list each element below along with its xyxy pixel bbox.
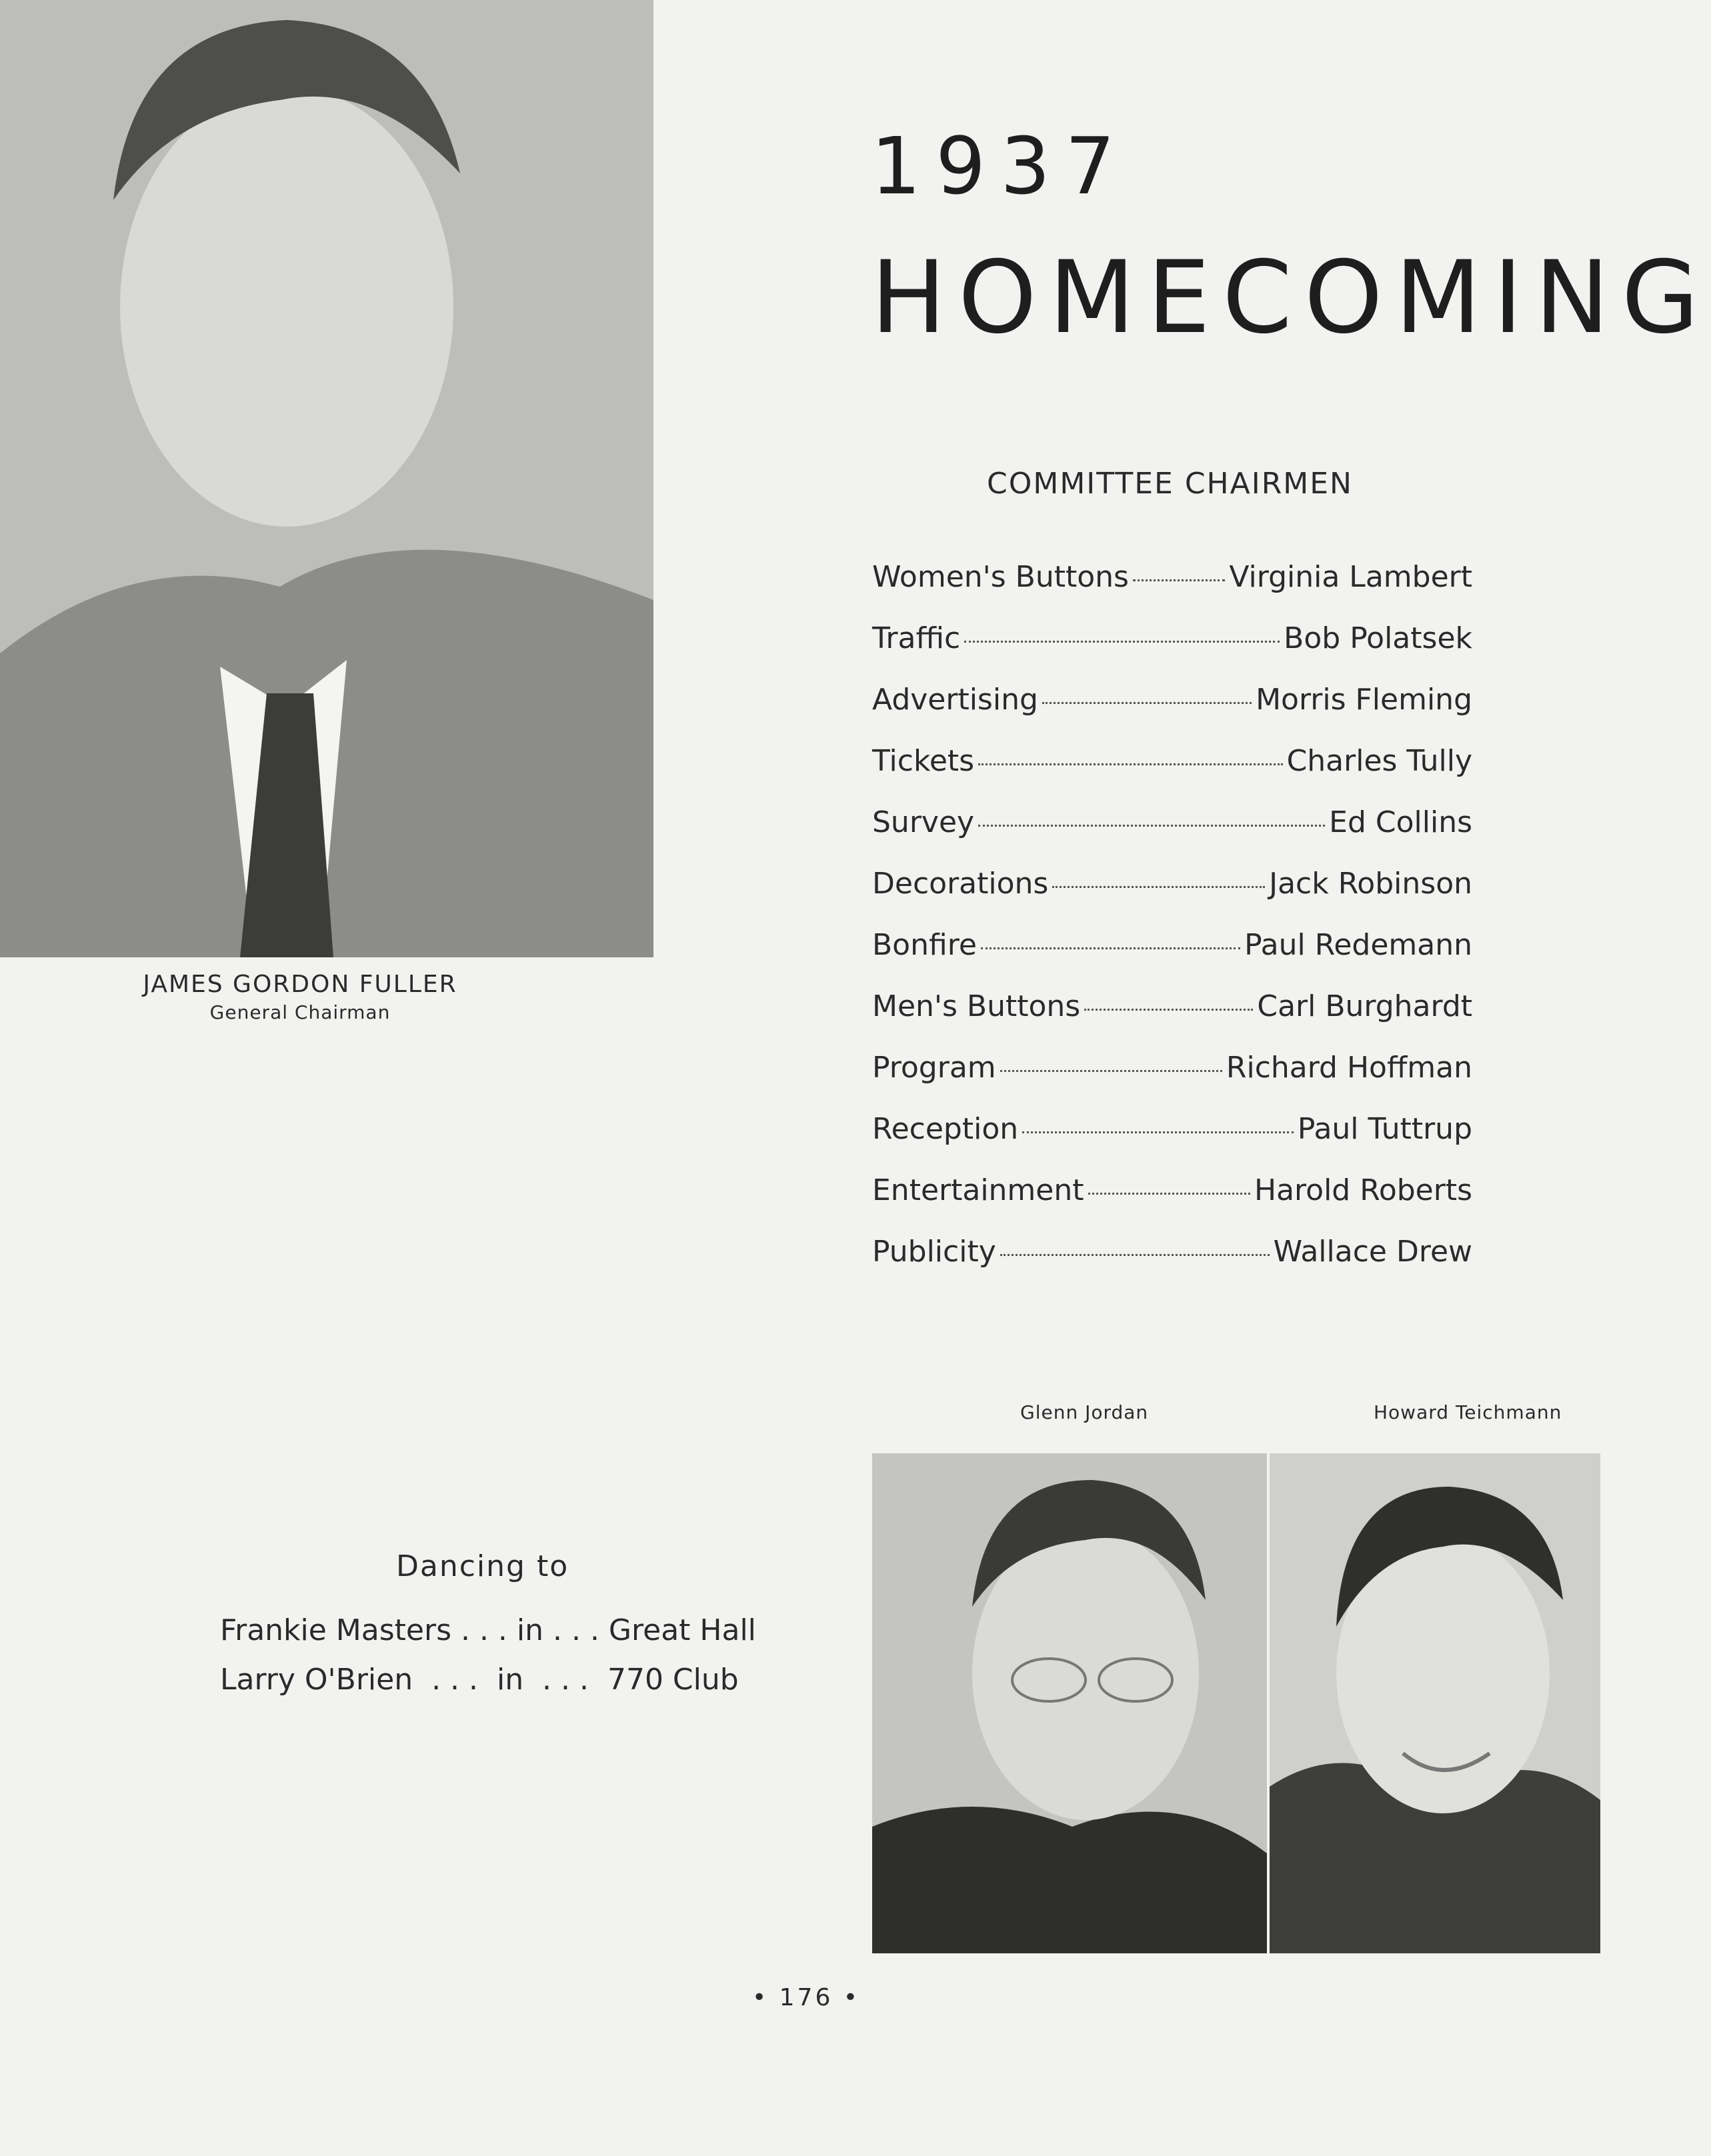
committee-chair: Bob Polatsek [1284, 621, 1472, 655]
committee-chair: Harold Roberts [1254, 1173, 1472, 1207]
committee-role: Traffic [872, 621, 961, 655]
committee-chair: Wallace Drew [1273, 1235, 1472, 1269]
dot-leader [1084, 1009, 1253, 1011]
committee-chair: Carl Burghardt [1257, 989, 1472, 1023]
committee-role: Reception [872, 1112, 1019, 1146]
list-item [872, 989, 1472, 1051]
band-line: Frankie Masters . . . in . . . Great Hall [220, 1613, 756, 1647]
committee-heading: COMMITTEE CHAIRMEN [987, 467, 1353, 501]
committee-chair: Virginia Lambert [1229, 560, 1472, 594]
committee-chair: Charles Tully [1286, 744, 1472, 778]
committee-role: Survey [872, 805, 975, 839]
list-item [872, 1051, 1472, 1112]
committee-chair: Morris Fleming [1256, 683, 1472, 717]
committee-chair: Paul Redemann [1244, 928, 1472, 962]
portrait-photo-left [872, 1453, 1267, 1953]
dot-leader [978, 763, 1282, 765]
dot-leader [1088, 1193, 1250, 1195]
list-item [872, 867, 1472, 928]
portrait-photo-right [1270, 1453, 1600, 1953]
committee-chair: Richard Hoffman [1226, 1051, 1472, 1085]
committee-role: Decorations [872, 867, 1049, 901]
committee-role: Program [872, 1051, 996, 1085]
dot-leader [1000, 1070, 1222, 1072]
page-title: HOMECOMING [871, 240, 1711, 356]
dot-leader [1022, 1131, 1294, 1133]
committee-role: Bonfire [872, 928, 977, 962]
dot-leader [981, 947, 1240, 949]
dot-leader [1052, 886, 1265, 888]
list-item [872, 683, 1472, 744]
committee-role: Women's Buttons [872, 560, 1129, 594]
committee-list [872, 560, 1472, 1296]
chairman-title: General Chairman [209, 1001, 391, 1023]
page-number: • 176 • [751, 1984, 861, 2011]
portrait-label-right: Howard Teichmann [1374, 1401, 1562, 1423]
page-year: 1937 [871, 120, 1130, 212]
list-item [872, 1235, 1472, 1296]
committee-chair: Ed Collins [1329, 805, 1472, 839]
committee-role: Men's Buttons [872, 989, 1081, 1023]
band-line: Larry O'Brien . . . in . . . 770 Club [220, 1663, 739, 1697]
committee-role: Tickets [872, 744, 975, 778]
list-item [872, 1173, 1472, 1235]
dot-leader [964, 641, 1280, 643]
portrait-label-left: Glenn Jordan [1020, 1401, 1149, 1423]
dot-leader [1133, 579, 1225, 581]
committee-role: Publicity [872, 1235, 996, 1269]
list-item [872, 560, 1472, 621]
list-item [872, 621, 1472, 683]
committee-chair: Paul Tuttrup [1297, 1112, 1472, 1146]
list-item [872, 805, 1472, 867]
dot-leader [1042, 702, 1252, 704]
chairman-photo [0, 0, 653, 957]
committee-chair: Jack Robinson [1269, 867, 1472, 901]
dot-leader [1000, 1254, 1270, 1256]
list-item [872, 744, 1472, 805]
dot-leader [978, 825, 1325, 827]
dancing-heading: Dancing to [396, 1549, 569, 1583]
list-item [872, 928, 1472, 989]
list-item [872, 1112, 1472, 1173]
committee-role: Advertising [872, 683, 1038, 717]
chairman-name: JAMES GORDON FULLER [143, 971, 457, 998]
committee-role: Entertainment [872, 1173, 1084, 1207]
